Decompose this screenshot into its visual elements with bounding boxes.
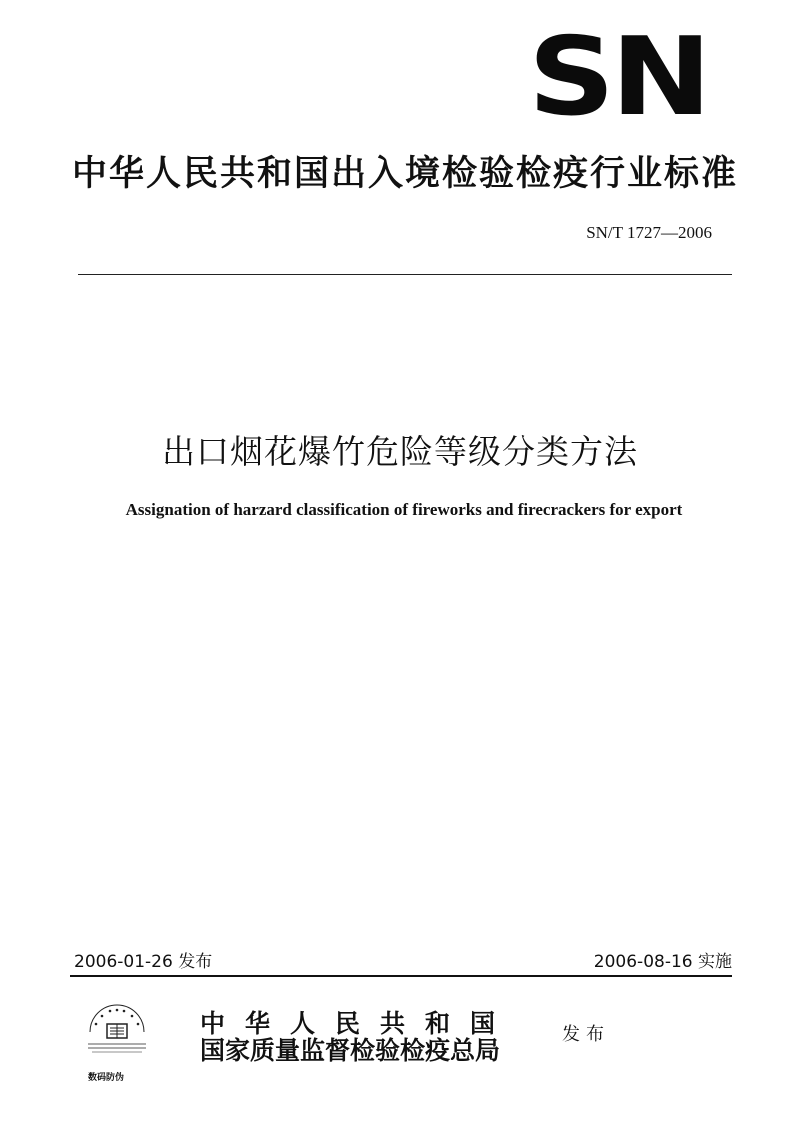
- issuer-country: 中华人民共和国: [200, 1009, 516, 1038]
- issuer-agency: 国家质量监督检验检疫总局: [200, 1036, 501, 1065]
- implementation-date: 2006-08-16 实施: [593, 952, 732, 972]
- anti-counterfeit-seal-icon: [82, 1002, 152, 1072]
- publish-label: 发布: [562, 1024, 610, 1045]
- seal-caption: 数码防伪: [88, 1073, 125, 1083]
- footer-divider: [70, 975, 732, 977]
- industry-standard-heading: 中华人民共和国出入境检验检疫行业标准: [71, 154, 738, 194]
- sn-logo: SN: [528, 15, 708, 140]
- document-title-chinese: 出口烟花爆竹危险等级分类方法: [162, 432, 638, 471]
- header-divider: [78, 274, 732, 275]
- document-title-english: Assignation of harzard classification of fireworks and firecrackers for export: [125, 500, 683, 519]
- issue-date: 2006-01-26 发布: [74, 952, 213, 972]
- standard-code: SN/T 1727—2006: [586, 223, 712, 242]
